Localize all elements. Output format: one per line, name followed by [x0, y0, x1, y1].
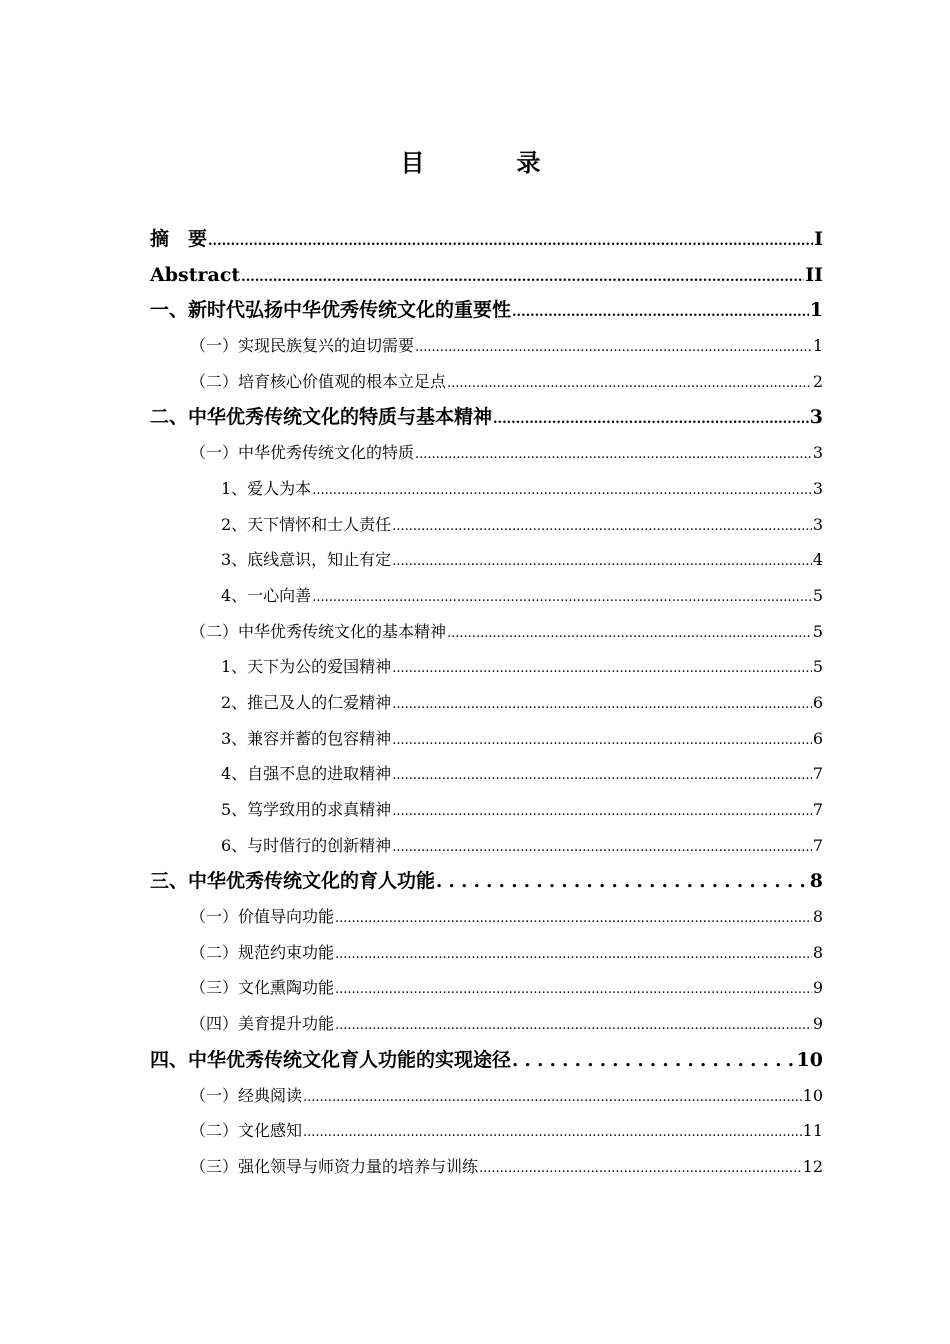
toc-entry[interactable]	[150, 542, 823, 578]
toc-entry[interactable]	[150, 1149, 823, 1185]
toc-entry[interactable]	[150, 1078, 823, 1114]
dot-leader	[208, 221, 813, 260]
dot-leader	[335, 1006, 812, 1044]
dot-leader	[512, 292, 809, 331]
toc-entry[interactable]	[150, 970, 823, 1006]
toc-entry-label: （三）文化熏陶功能	[190, 978, 335, 998]
toc-entry-label: （一）中华优秀传统文化的特质	[190, 443, 415, 463]
dot-leader	[493, 399, 809, 438]
toc-entry[interactable]	[150, 471, 823, 507]
toc-entry-page-number: 8	[812, 907, 823, 927]
toc-entry-page-number: 7	[812, 835, 823, 855]
toc-entry-label: 1、爱人为本	[221, 478, 312, 498]
dot-leader	[512, 1042, 796, 1079]
toc-entry-page-number: 3	[812, 443, 823, 463]
toc-entry-label: （二）培育核心价值观的根本立足点	[190, 371, 447, 391]
table-of-contents	[150, 221, 823, 1185]
toc-entry-page-number: 1	[812, 336, 823, 356]
toc-entry-page-number: 8	[812, 942, 823, 962]
toc-entry-label: （二）文化感知	[190, 1121, 303, 1141]
toc-entry-label: 4、自强不息的进取精神	[221, 764, 392, 784]
toc-entry-label: 1、天下为公的爱国精神	[221, 657, 392, 677]
toc-entry-label: Abstract	[150, 263, 241, 286]
dot-leader	[392, 649, 812, 687]
toc-entry-label: 3、底线意识，知止有定	[221, 550, 392, 570]
dot-leader	[335, 970, 812, 1008]
dot-leader	[312, 471, 812, 509]
toc-entry[interactable]	[150, 649, 823, 685]
toc-entry-label: 5、笃学致用的求真精神	[221, 800, 392, 819]
toc-entry[interactable]	[150, 399, 823, 435]
toc-entry[interactable]	[150, 863, 823, 899]
toc-entry[interactable]	[150, 435, 823, 471]
toc-entry-label: （一）经典阅读	[190, 1085, 303, 1105]
toc-entry[interactable]	[150, 364, 823, 400]
toc-entry[interactable]	[150, 507, 823, 543]
toc-entry[interactable]	[150, 899, 823, 935]
toc-entry-label: 一、新时代弘扬中华优秀传统文化的重要性	[150, 299, 512, 322]
dot-leader	[392, 792, 812, 830]
toc-entry-page-number: 2	[812, 371, 823, 391]
toc-entry-page-number: 4	[812, 550, 823, 570]
toc-entry[interactable]	[150, 578, 823, 614]
toc-entry-label: 四、中华优秀传统文化育人功能的实现途径	[150, 1048, 512, 1071]
dot-leader	[415, 435, 812, 473]
dot-leader	[392, 721, 812, 759]
toc-entry-page-number: 8	[809, 870, 823, 893]
toc-entry-label: 4、一心向善	[221, 585, 312, 605]
toc-entry-label: （一）实现民族复兴的迫切需要	[190, 336, 415, 356]
toc-entry[interactable]	[150, 257, 823, 293]
toc-entry-label: 3、兼容并蓄的包容精神	[221, 728, 392, 748]
dot-leader	[312, 578, 812, 616]
toc-entry-page-number: 12	[802, 1156, 823, 1176]
toc-entry-page-number: 9	[812, 978, 823, 998]
dot-leader	[392, 507, 812, 545]
toc-entry-page-number: 5	[812, 657, 823, 677]
dot-leader	[392, 685, 812, 723]
dot-leader	[415, 328, 812, 366]
toc-entry-page-number: 1	[809, 299, 823, 322]
toc-entry-label: （二）规范约束功能	[190, 942, 335, 962]
dot-leader	[392, 542, 812, 580]
toc-entry-page-number: 11	[802, 1121, 823, 1141]
toc-entry-page-number: II	[805, 263, 823, 286]
toc-entry-label: 二、中华优秀传统文化的特质与基本精神	[150, 406, 493, 429]
toc-title: 目 录	[400, 148, 575, 177]
toc-entry[interactable]	[150, 1042, 823, 1078]
toc-entry-page-number: 3	[809, 406, 823, 429]
toc-entry-page-number: 7	[812, 800, 823, 819]
toc-entry-page-number: 10	[802, 1085, 823, 1105]
toc-entry-label: 6、与时偕行的创新精神	[221, 835, 392, 855]
dot-leader	[335, 935, 812, 973]
toc-entry[interactable]	[150, 221, 823, 257]
toc-entry-page-number: 9	[812, 1014, 823, 1034]
toc-entry[interactable]	[150, 292, 823, 328]
toc-entry-page-number: I	[814, 228, 823, 250]
toc-entry-label: 三、中华优秀传统文化的育人功能	[150, 870, 436, 893]
toc-entry[interactable]	[150, 792, 823, 828]
dot-leader	[303, 1113, 802, 1151]
toc-entry-page-number: 6	[812, 692, 823, 712]
dot-leader	[436, 863, 809, 900]
toc-entry-label: （三）强化领导与师资力量的培养与训练	[190, 1156, 479, 1176]
dot-leader	[303, 1078, 802, 1116]
toc-entry-label: 摘 要	[150, 228, 208, 250]
toc-entry-label: 2、天下情怀和士人责任	[221, 514, 392, 534]
toc-entry-page-number: 3	[812, 514, 823, 534]
toc-entry[interactable]	[150, 721, 823, 757]
toc-entry[interactable]	[150, 685, 823, 721]
dot-leader	[392, 828, 812, 866]
dot-leader	[447, 364, 812, 402]
dot-leader	[479, 1149, 802, 1187]
toc-entry-page-number: 5	[812, 621, 823, 641]
dot-leader	[447, 614, 812, 652]
toc-entry[interactable]	[150, 935, 823, 971]
toc-entry-page-number: 7	[812, 764, 823, 784]
toc-entry[interactable]	[150, 756, 823, 792]
toc-entry-page-number: 6	[812, 728, 823, 748]
toc-entry-page-number: 5	[812, 585, 823, 605]
toc-entry-label: （二）中华优秀传统文化的基本精神	[190, 621, 447, 641]
toc-entry[interactable]	[150, 614, 823, 650]
toc-entry[interactable]	[150, 1006, 823, 1042]
toc-entry-label: 2、推己及人的仁爱精神	[221, 692, 392, 712]
toc-entry-page-number: 3	[812, 478, 823, 498]
toc-entry[interactable]	[150, 1113, 823, 1149]
toc-entry[interactable]	[150, 328, 823, 364]
toc-entry-label: （一）价值导向功能	[190, 907, 335, 927]
dot-leader	[241, 257, 804, 296]
toc-entry[interactable]	[150, 828, 823, 864]
dot-leader	[335, 899, 812, 937]
dot-leader	[392, 756, 812, 794]
toc-entry-page-number: 10	[796, 1048, 823, 1071]
toc-entry-label: （四）美育提升功能	[190, 1014, 335, 1034]
